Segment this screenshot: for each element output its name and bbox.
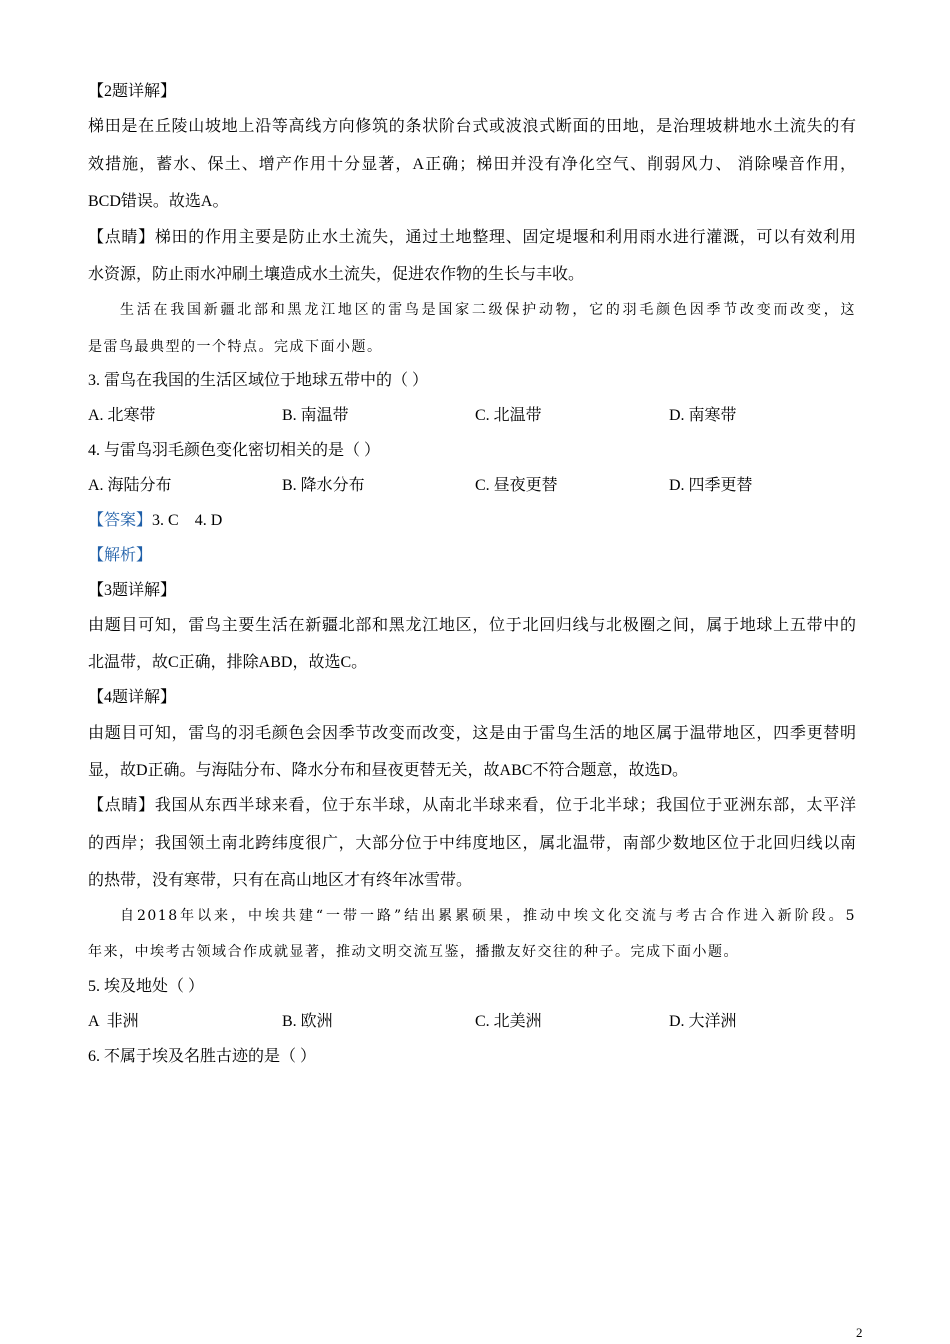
q2-detail-line-1: 梯田是在丘陵山坡地上沿等高线方向修筑的条状阶台式或波浪式断面的田地，是治理坡耕地水土流失的有 [88,118,856,135]
q3-detail-heading: 【3题详解】 [88,582,177,599]
page-number: 2 [856,1325,863,1340]
q5-option-b: B. 欧洲 [282,1013,333,1030]
q3-option-b: B. 南温带 [282,407,349,424]
q2-detail-line-2: 效措施，蓄水、保土、增产作用十分显著，A正确；梯田并没有净化空气、削弱风力、 消除噪音作用， [88,156,856,173]
q3-option-d: D. 南寒带 [669,407,737,424]
q4-option-a: A. 海陆分布 [88,477,172,494]
q2-detail-heading: 【2题详解】 [88,83,177,100]
answer-text: 3. C 4. D [152,512,223,529]
answer-label: 【答案】 [88,512,153,529]
q4-option-b: B. 降水分布 [282,477,365,494]
q2-comment-line-1: 【点睛】梯田的作用主要是防止水土流失，通过土地整理、固定堤堰和利用雨水进行灌溉，可以有效利用 [88,229,856,246]
passage-2-line-2: 年来，中埃考古领域合作成就显著，推动文明交流互鉴，播撒友好交往的种子。完成下面小题。 [88,944,739,960]
q4-detail-line-1: 由题目可知，雷鸟的羽毛颜色会因季节改变而改变，这是由于雷鸟生活的地区属于温带地区，四季更替明 [88,725,856,742]
q4-option-c: C. 昼夜更替 [475,477,558,494]
q5-stem: 5. 埃及地处（ ） [88,978,205,995]
comment-label: 【点睛】 [88,797,155,814]
q6-stem: 6. 不属于埃及名胜古迹的是（ ） [88,1048,317,1065]
q5-option-c: C. 北美洲 [475,1013,542,1030]
analysis-label: 【解析】 [88,547,153,564]
passage-1-line-2: 是雷鸟最典型的一个特点。完成下面小题。 [88,339,383,355]
q2-comment-line-2: 水资源，防止雨水冲刷土壤造成水土流失，促进农作物的生长与丰收。 [88,266,585,283]
passage-2-line-1: 自2018年以来，中埃共建“一带一路”结出累累硕果，推动中埃文化交流与考古合作进入新阶段。5 [120,908,856,924]
q4-comment-line-1: 【点睛】我国从东西半球来看，位于东半球，从南北半球来看，位于北半球；我国位于亚洲东部，太平洋 [88,797,856,814]
q4-detail-line-2: 显，故D正确。与海陆分布、降水分布和昼夜更替无关，故ABC不符合题意，故选D。 [88,762,689,779]
q4-comment-line-3: 的热带，没有寒带，只有在高山地区才有终年冰雪带。 [88,872,473,889]
q3-option-c: C. 北温带 [475,407,542,424]
answer-line [88,511,222,531]
q5-option-a: A 非洲 [88,1013,139,1030]
q3-detail-line-2: 北温带，故C正确，排除ABD，故选C。 [88,654,368,671]
q4-comment-line-2: 的西岸；我国领土南北跨纬度很广，大部分位于中纬度地区，属北温带，南部少数地区位于北回归线以南 [88,835,856,852]
q2-detail-line-3: BCD错误。故选A。 [88,193,229,210]
q3-stem: 3. 雷鸟在我国的生活区域位于地球五带中的（ ） [88,372,429,389]
comment-label: 【点睛】 [88,229,155,246]
q4-option-d: D. 四季更替 [669,477,753,494]
q3-option-a: A. 北寒带 [88,407,156,424]
q4-detail-heading: 【4题详解】 [88,689,177,706]
q4-stem: 4. 与雷鸟羽毛颜色变化密切相关的是（ ） [88,442,381,459]
q3-detail-line-1: 由题目可知，雷鸟主要生活在新疆北部和黑龙江地区，位于北回归线与北极圈之间，属于地球上五带中的 [88,617,856,634]
q5-option-d: D. 大洋洲 [669,1013,737,1030]
passage-1-line-1: 生活在我国新疆北部和黑龙江地区的雷鸟是国家二级保护动物，它的羽毛颜色因季节改变而改变，这 [120,302,856,318]
